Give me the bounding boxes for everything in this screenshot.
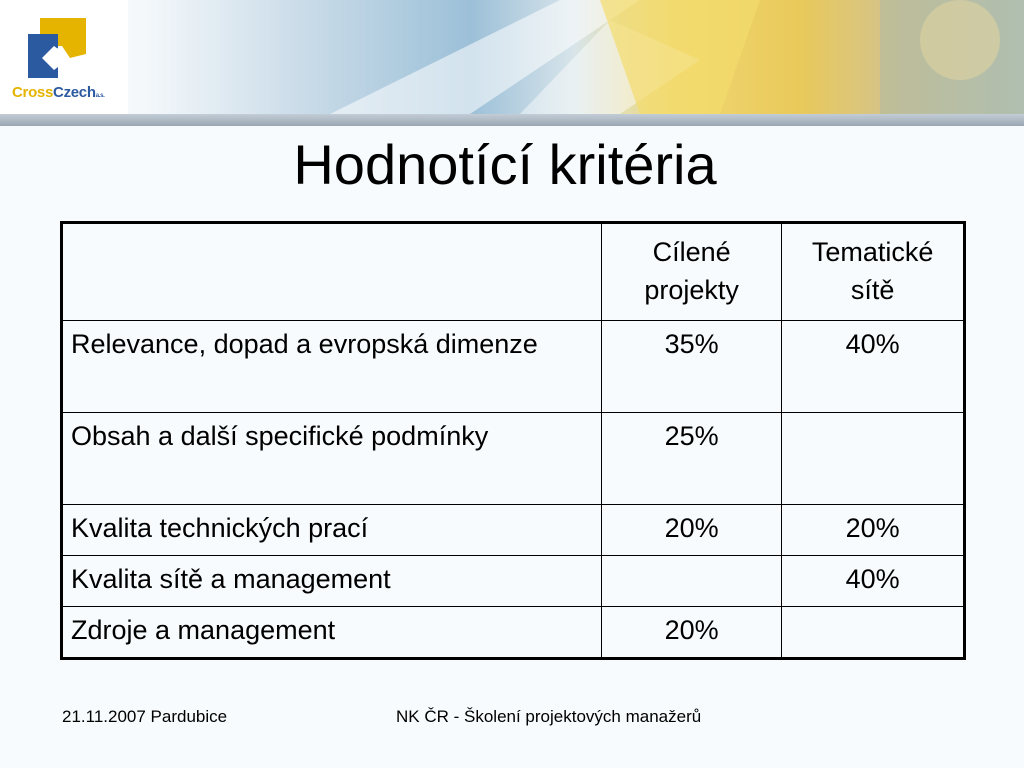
criterion-cell: Kvalita technických prací — [62, 505, 602, 556]
footer-date-place: 21.11.2007 Pardubice — [62, 707, 228, 726]
header-banner — [0, 0, 1024, 114]
value-cell: 25% — [601, 413, 781, 505]
logo-area — [0, 0, 128, 114]
header-photo-collage — [0, 0, 1024, 114]
value-cell — [601, 556, 781, 607]
table-row — [62, 556, 965, 607]
footer-event: NK ČR - Školení projektových manažerů — [396, 707, 702, 726]
table-header-cell — [62, 223, 602, 321]
value-cell: 20% — [601, 607, 781, 659]
header-divider — [0, 114, 1024, 126]
criterion-cell: Relevance, dopad a evropská dimenze — [62, 321, 602, 413]
logo-suffix-text: a.s. — [95, 93, 105, 99]
table-row — [62, 505, 965, 556]
value-cell — [782, 413, 965, 505]
table-row — [62, 607, 965, 659]
criterion-cell: Kvalita sítě a management — [62, 556, 602, 607]
criteria-table — [60, 221, 966, 660]
criterion-cell: Zdroje a management — [62, 607, 602, 659]
value-cell: 20% — [782, 505, 965, 556]
table-row — [62, 413, 965, 505]
logo-czech-text: Czech — [53, 84, 96, 101]
table-header-cell: Tematické sítě — [782, 223, 965, 321]
value-cell: 35% — [601, 321, 781, 413]
value-cell — [782, 607, 965, 659]
logo-wordmark — [12, 84, 105, 101]
criterion-cell: Obsah a další specifické podmínky — [62, 413, 602, 505]
table-header-cell: Cílené projekty — [601, 223, 781, 321]
value-cell: 40% — [782, 556, 965, 607]
slide-title: Hodnotící kritéria — [293, 133, 717, 196]
logo-cross-text: Cross — [12, 84, 54, 101]
value-cell: 20% — [601, 505, 781, 556]
value-cell: 40% — [782, 321, 965, 413]
table-row — [62, 321, 965, 413]
table-header-row — [62, 223, 965, 321]
